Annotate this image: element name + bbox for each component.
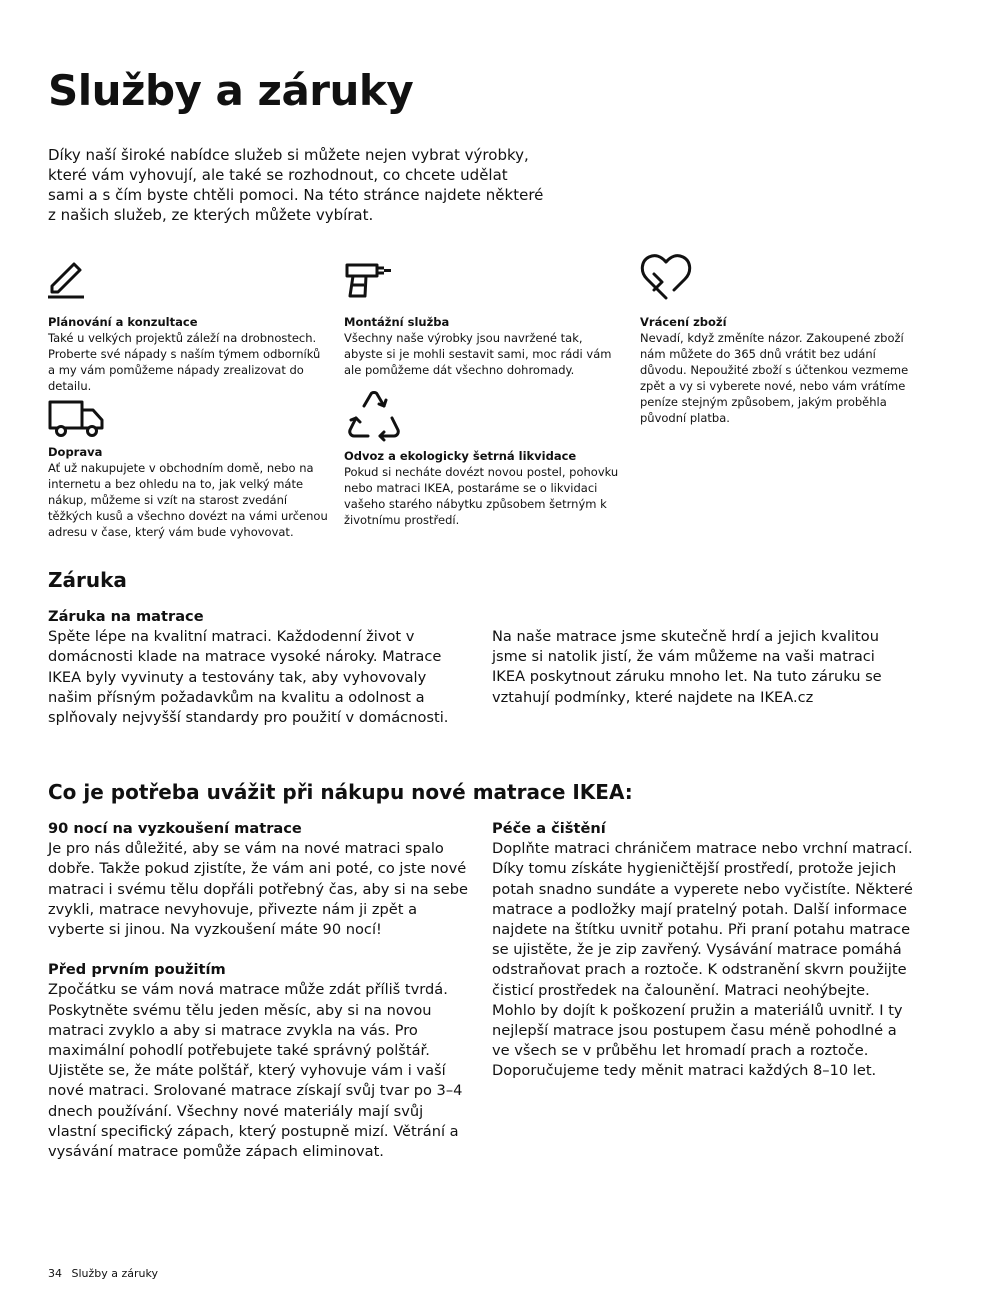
footer-section: Služby a záruky	[71, 1267, 159, 1280]
consider-left-column	[48, 819, 473, 1162]
recycle-icon	[344, 388, 624, 442]
service-description: Nevadí, když změníte názor. Zakoupené zboží nám můžete do 365 dnů vrátit bez udání důvodu. Nepoužité zboží s účtenkou vezmeme zpět a vy si vyberete nové, nebo vám vrátíme peníze stejným způsobem, jakým proběhla původní platba.	[640, 331, 909, 425]
trial-text: Je pro nás důležité, aby se vám na nové matraci spalo dobře. Takže pokud zjistíte, že vám ani poté, co jste nové matraci i svému tělu dopřáli potřebný čas, aby si na sebe zvykli, matrace nevyhovuje, přivezte nám ji zpět a vyberte si jinou. Na vyzkoušení máte 90 nocí!	[48, 840, 468, 939]
service-title: Vrácení zboží	[640, 315, 727, 329]
page-footer	[48, 1267, 158, 1280]
care-title: Péče a čištění	[492, 820, 606, 837]
service-planning	[48, 258, 323, 394]
service-title: Doprava	[48, 445, 103, 459]
intro-paragraph: Díky naší široké nabídce služeb si můžete nejen vybrat výrobky, které vám vyhovují, ale také se rozhodnout, co chcete udělat sami a s čím byste chtěli pomoci. Na této stránce najdete některé z našich služeb, ze kterých můžete vybírat.	[48, 146, 544, 224]
service-description: Pokud si necháte dovézt novou postel, pohovku nebo matraci IKEA, postaráme se o likvidaci vašeho starého nábytku způsobem šetrným k životnímu prostředí.	[344, 465, 619, 527]
consider-right-column	[492, 819, 917, 1082]
first-use-text: Zpočátku se vám nová matrace může zdát příliš tvrdá. Poskytněte svému tělu jeden měsíc, aby si na novou matraci zvyklo a aby si matrace zvykla na vás. Pro maximální pohodlí potřebujete také správný polštář. Ujistěte se, že máte polštář, který vyhovuje vám i vaší nové matraci. Srolované matrace získají svůj tvar po 3–4 dnech používání. Všechny nové materiály mají svůj vlastní specifický zápach, který postupně mizí. Větrání a vysávání matrace pomůže zápach eliminovat.	[48, 981, 463, 1161]
truck-icon	[48, 400, 328, 438]
service-assembly	[344, 258, 619, 378]
page-number: 34	[48, 1267, 62, 1280]
service-recycling	[344, 388, 624, 528]
warranty-right-column	[492, 627, 912, 708]
service-delivery	[48, 400, 328, 540]
warranty-subtitle: Záruka na matrace	[48, 608, 204, 625]
consider-heading: Co je potřeba uvážit při nákupu nové matrace IKEA:	[48, 780, 633, 804]
service-title: Montážní služba	[344, 315, 450, 329]
service-title: Plánování a konzultace	[48, 315, 198, 329]
service-returns	[640, 252, 925, 426]
care-text: Doplňte matraci chráničem matrace nebo vrchní matrací. Díky tomu získáte hygieničtější prostředí, protože jejich potah snadno sundáte a vyperete nebo vyčistíte. Některé matrace a podložky mají pratelný potah. Další informace najdete na štítku uvnitř potahu. Při praní potahu matrace se ujistěte, že je zip zavřený. Vysávání matrace pomáhá odstraňovat prach a roztoče. K odstranění skvrn použijte čisticí prostředek na čalounění. Matraci neohýbejte. Mohlo by dojít k poškození pružin a materiálů uvnitř. I ty nejlepší matrace jsou postupem času méně pohodlné a ve všech se v průběhu let hromadí prach a roztoče. Doporučujeme tedy měnit matraci každých 8–10 let.	[492, 840, 913, 1080]
warranty-left-column	[48, 607, 468, 728]
service-description: Také u velkých projektů záleží na drobnostech. Proberte své nápady s naším týmem odborníků a my vám pomůžeme nápady zrealizovat do detailu.	[48, 331, 321, 393]
trial-title: 90 nocí na vyzkoušení matrace	[48, 820, 302, 837]
service-description: Všechny naše výrobky jsou navržené tak, abyste si je mohli sestavit sami, moc rádi vám ale pomůžeme dát všechno dohromady.	[344, 331, 612, 377]
page-title: Služby a záruky	[48, 66, 414, 115]
service-description: Ať už nakupujete v obchodním domě, nebo na internetu a bez ohledu na to, jak velký máte nákup, můžeme si vzít na starost zvedání těžkých kusů a všechno dovézt na vámi určenou adresu v čase, který vám bude vyhovovat.	[48, 461, 328, 539]
heart-return-icon	[640, 252, 925, 308]
warranty-right-text: Na naše matrace jsme skutečně hrdí a jejich kvalitou jsme si natolik jistí, že vám můžeme na vaši matraci IKEA poskytnout záruku mnoho let. Na tuto záruku se vztahují podmínky, které najdete na IKEA.cz	[492, 628, 882, 706]
warranty-heading: Záruka	[48, 568, 127, 592]
service-title: Odvoz a ekologicky šetrná likvidace	[344, 449, 577, 463]
first-use-title: Před prvním použitím	[48, 961, 226, 979]
warranty-left-text: Spěte lépe na kvalitní matraci. Každodenní život v domácnosti klade na matrace vysoké nároky. Matrace IKEA byly vyvinuty a testovány tak, aby vyhovovaly našim přísným požadavkům na kvalitu a odolnost a splňovaly nejvyšší standardy pro použití v domácnosti.	[48, 628, 449, 727]
pencil-icon	[48, 258, 323, 308]
drill-icon	[344, 258, 619, 308]
